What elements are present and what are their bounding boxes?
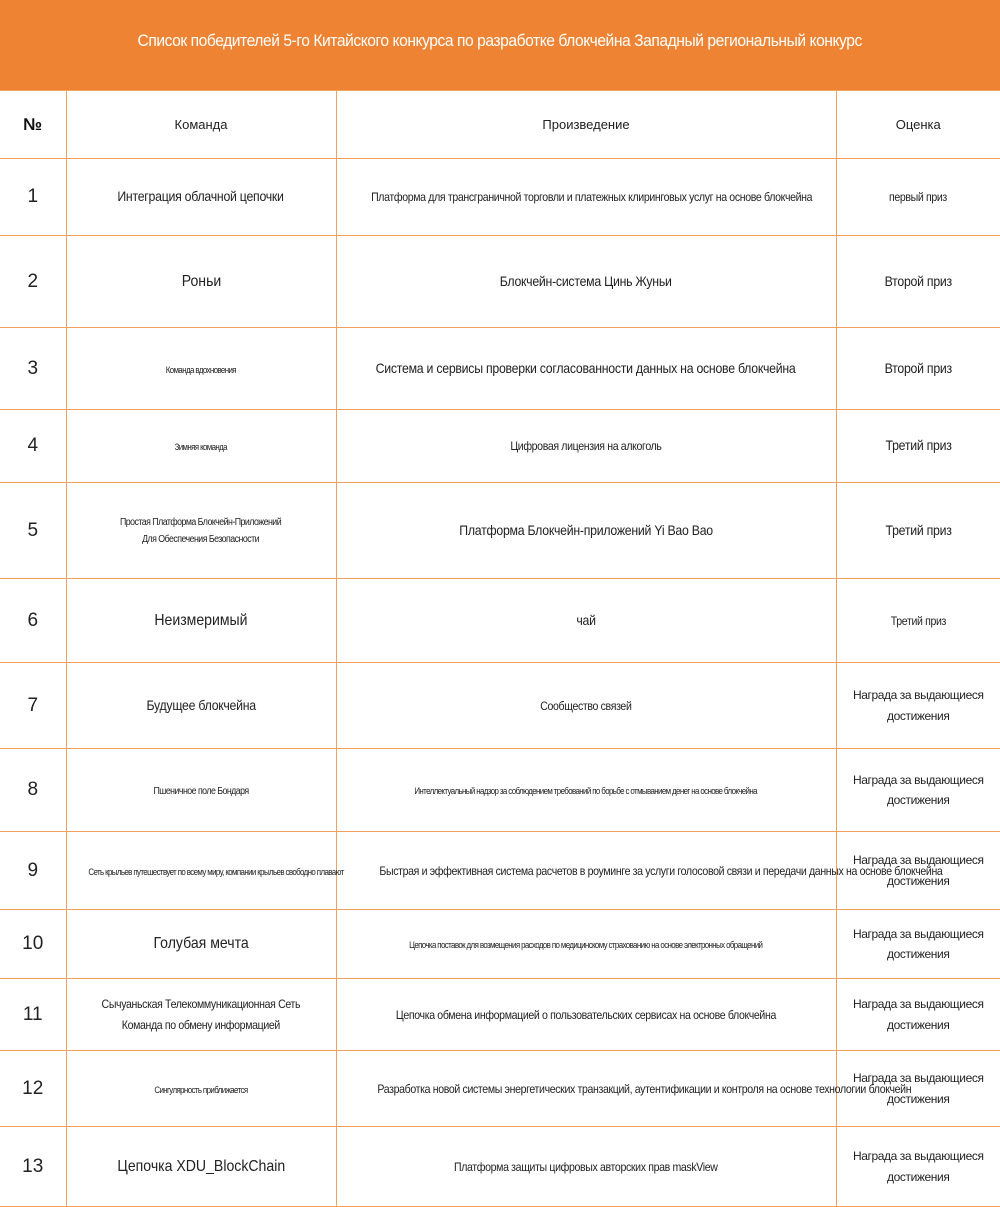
team-name: Команда вдохновения <box>165 364 237 375</box>
work-cell <box>336 1051 911 1127</box>
grade-label-line: Награда за выдающиеся <box>852 926 984 941</box>
work-title: чай <box>576 611 596 628</box>
row-number: 12 <box>0 1051 66 1127</box>
work-title: Интеллектуальный надзор за соблюдением требований по борьбе с отмыванием денег на основе блокчейна <box>414 786 758 796</box>
grade-label <box>853 1146 984 1187</box>
team-cell <box>66 328 336 410</box>
work-title: Цепочка поставок для возмещения расходов по медицинскому страхованию на основе электронных обращений <box>409 940 763 950</box>
table-row <box>0 1127 1000 1207</box>
column-header-grade: Оценка <box>836 91 1000 159</box>
work-title: Платформа защиты цифровых авторских прав maskView <box>454 1159 718 1174</box>
work-title: Система и сервисы проверки согласованности данных на основе блокчейна <box>376 359 796 376</box>
grade-label-line: достижения <box>887 1017 950 1032</box>
team-name <box>102 994 301 1035</box>
team-cell <box>66 979 336 1051</box>
team-name: Сингулярность приближается <box>154 1084 248 1095</box>
grade-label-line: Награда за выдающиеся <box>852 1071 984 1086</box>
row-number: 6 <box>0 579 66 663</box>
row-number: 13 <box>0 1127 66 1207</box>
table-row <box>0 663 1000 749</box>
grade-cell <box>836 910 1000 979</box>
team-name-line: Команда по обмену информацией <box>121 1017 281 1032</box>
team-name: Зимняя команда <box>174 442 228 452</box>
team-name: Будущее блокчейна <box>146 696 256 713</box>
team-name: Неизмеримый <box>154 611 248 629</box>
table-row <box>0 236 1000 328</box>
team-cell <box>66 749 336 832</box>
table-row <box>0 159 1000 236</box>
team-cell <box>66 832 344 910</box>
table-row <box>0 579 1000 663</box>
column-header-work: Произведение <box>336 91 836 159</box>
grade-cell <box>836 979 1000 1051</box>
work-cell <box>336 749 836 832</box>
row-number: 1 <box>0 159 66 236</box>
team-name <box>120 514 281 548</box>
grade-cell <box>836 410 1000 483</box>
grade-label-line: Награда за выдающиеся <box>852 997 984 1012</box>
work-cell <box>336 328 836 410</box>
table-header-row <box>0 91 1000 159</box>
work-title: Цепочка обмена информацией о пользовательских сервисах на основе блокчейна <box>395 1007 777 1022</box>
grade-label-line: достижения <box>887 873 950 888</box>
table-row <box>0 328 1000 410</box>
team-cell <box>66 579 336 663</box>
table-row <box>0 749 1000 832</box>
table-row <box>0 483 1000 579</box>
column-header-team: Команда <box>66 91 336 159</box>
grade-label-line: достижения <box>887 708 950 723</box>
team-cell <box>66 236 336 328</box>
grade-cell <box>836 663 1000 749</box>
work-cell <box>336 910 836 979</box>
grade-label: первый приз <box>889 190 948 204</box>
grade-cell <box>836 236 1000 328</box>
row-number: 10 <box>0 910 66 979</box>
team-cell <box>66 910 336 979</box>
team-name: Пшеничное поле Бондаря <box>153 786 249 797</box>
grade-label-line: Награда за выдающиеся <box>852 853 984 868</box>
grade-label-line: достижения <box>887 793 950 807</box>
grade-label <box>853 770 984 811</box>
grade-cell <box>836 749 1000 832</box>
grade-label-line: достижения <box>887 1091 950 1106</box>
row-number: 3 <box>0 328 66 410</box>
grade-label-line: Награда за выдающиеся <box>852 1149 984 1164</box>
row-number: 8 <box>0 749 66 832</box>
row-number: 11 <box>0 979 66 1051</box>
work-title: Сообщество связей <box>540 698 632 713</box>
grade-label: Третий приз <box>885 521 952 538</box>
grade-cell <box>836 1127 1000 1207</box>
work-cell <box>336 159 836 236</box>
work-cell <box>336 663 836 749</box>
grade-label-line: Награда за выдающиеся <box>852 688 984 703</box>
team-name-line: Для Обеспечения Безопасности <box>142 533 260 545</box>
column-header-number: № <box>0 91 66 159</box>
team-name: Роньи <box>181 272 221 290</box>
work-title: Быстрая и эффективная система расчетов в роуминге за услуги голосовой связи и передачи данных на основе блокчейна <box>378 863 942 878</box>
grade-label-line: Награда за выдающиеся <box>852 772 984 787</box>
team-cell <box>66 663 336 749</box>
grade-label: Второй приз <box>884 272 952 289</box>
grade-label: Третий приз <box>885 437 952 453</box>
team-name: Сеть крыльев путешествует по всему миру, компании крыльев свободно плавают <box>87 866 344 877</box>
row-number: 4 <box>0 410 66 483</box>
team-name-line: Сычуаньская Телекоммуникационная Сеть <box>101 997 301 1012</box>
grade-cell <box>836 579 1000 663</box>
table-row <box>0 410 1000 483</box>
winners-table <box>0 90 1000 1207</box>
work-title: Блокчейн-система Цинь Жуньи <box>500 272 672 289</box>
table-row <box>0 1051 1000 1127</box>
team-name: Интеграция облачной цепочки <box>117 188 285 204</box>
table-row <box>0 910 1000 979</box>
grade-label <box>853 924 984 965</box>
work-title: Платформа для трансграничной торговли и платежных клиринговых услуг на основе блокчейна <box>370 190 812 204</box>
row-number: 9 <box>0 832 66 910</box>
team-name: Голубая мечта <box>153 935 249 952</box>
work-title: Платформа Блокчейн-приложений Yi Bao Bao <box>459 521 713 538</box>
grade-cell <box>836 159 1000 236</box>
team-name-line: Простая Платформа Блокчейн-Приложений <box>120 516 282 528</box>
work-cell <box>336 410 836 483</box>
team-cell <box>66 410 336 483</box>
table-row <box>0 832 1000 910</box>
work-title: Цифровая лицензия на алкоголь <box>510 439 662 453</box>
grade-label: Второй приз <box>884 359 952 376</box>
row-number: 2 <box>0 236 66 328</box>
row-number: 5 <box>0 483 66 579</box>
work-cell <box>336 236 836 328</box>
team-cell <box>66 1127 336 1207</box>
work-cell <box>336 579 836 663</box>
grade-cell <box>836 328 1000 410</box>
work-cell <box>336 979 836 1051</box>
work-cell <box>336 1127 836 1207</box>
team-cell <box>66 483 336 579</box>
grade-label-line: достижения <box>887 1169 950 1184</box>
row-number: 7 <box>0 663 66 749</box>
page-header <box>0 0 1000 90</box>
team-cell <box>66 159 336 236</box>
work-title: Разработка новой системы энергетических транзакций, аутентификации и контроля на основе технологии блокчейн <box>376 1081 911 1096</box>
work-cell <box>336 483 836 579</box>
team-cell <box>66 1051 336 1127</box>
grade-cell <box>836 483 1000 579</box>
team-name: Цепочка XDU_BlockChain <box>117 1157 285 1175</box>
page-title: Список победителей 5-го Китайского конкурса по разработке блокчейна Западный региональный конкурс <box>137 31 863 50</box>
grade-label-line: достижения <box>887 947 950 961</box>
grade-label <box>853 685 984 726</box>
grade-label <box>853 994 984 1035</box>
table-row <box>0 979 1000 1051</box>
grade-label: Третий приз <box>890 613 946 628</box>
